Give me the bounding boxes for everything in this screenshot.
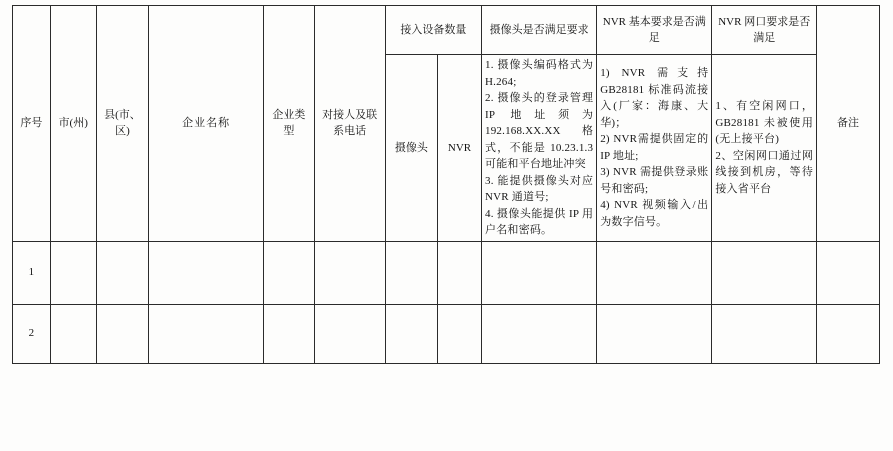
row-contact[interactable] bbox=[314, 304, 385, 363]
row-nvr-basic-req[interactable] bbox=[597, 241, 712, 304]
camera-req-item-1: 1. 摄像头编码格式为 H.264; bbox=[485, 59, 594, 88]
header-note: 备注 bbox=[817, 6, 880, 242]
requirements-table bbox=[12, 5, 880, 364]
header-nvr: NVR bbox=[438, 55, 482, 242]
nvr-basic-req-item-4: 4) NVR 视频输入/出为数字信号。 bbox=[600, 199, 709, 228]
row-nvr-count[interactable] bbox=[438, 241, 482, 304]
row-seq: 1 bbox=[13, 241, 51, 304]
camera-req-item-2: 2. 摄像头的登录管理 IP 地址须为 192.168.XX.XX 格式，不能是 10.23.1.3 可能和平台地址冲突 bbox=[485, 92, 594, 170]
header-enterprise-type: 企业类型 bbox=[264, 6, 314, 242]
header-county: 县(市、区) bbox=[96, 6, 148, 242]
row-enterprise-name[interactable] bbox=[149, 241, 264, 304]
row-nvr-count[interactable] bbox=[438, 304, 482, 363]
row-seq: 2 bbox=[13, 304, 51, 363]
header-camera: 摄像头 bbox=[385, 55, 437, 242]
row-camera-req[interactable] bbox=[482, 241, 597, 304]
nvr-port-req-item-2: 2、空闲网口通过网线接到机房，等待接入省平台 bbox=[715, 149, 814, 195]
nvr-basic-req-item-1: 1) NVR 需支持 GB28181 标准码流接入(厂家：海康、大华)； bbox=[600, 67, 709, 129]
row-nvr-port-req[interactable] bbox=[712, 304, 817, 363]
nvr-port-req-item-1: 1、有空闲网口，GB28181 未被使用(无上接平台) bbox=[715, 100, 814, 146]
row-nvr-port-req[interactable] bbox=[712, 241, 817, 304]
camera-req-item-4: 4. 摄像头能提供 IP 用户名和密码。 bbox=[485, 207, 594, 236]
row-enterprise-type[interactable] bbox=[264, 241, 314, 304]
row-note[interactable] bbox=[817, 304, 880, 363]
header-device-count-group: 接入设备数量 bbox=[385, 6, 481, 55]
row-note[interactable] bbox=[817, 241, 880, 304]
header-enterprise-name: 企业名称 bbox=[149, 6, 264, 242]
camera-req-item-3: 3. 能提供摄像头对应 NVR 通道号; bbox=[485, 174, 594, 203]
row-camera-count[interactable] bbox=[385, 304, 437, 363]
header-seq: 序号 bbox=[13, 6, 51, 242]
row-contact[interactable] bbox=[314, 241, 385, 304]
header-nvr-basic-requirement: NVR 基本要求是否满足 bbox=[597, 6, 712, 55]
nvr-basic-requirement-text bbox=[597, 55, 712, 242]
row-city[interactable] bbox=[50, 241, 96, 304]
row-nvr-basic-req[interactable] bbox=[597, 304, 712, 363]
nvr-port-requirement-text bbox=[712, 55, 817, 242]
nvr-basic-req-item-3: 3) NVR 需提供登录账号和密码; bbox=[600, 166, 709, 195]
row-county[interactable] bbox=[96, 304, 148, 363]
row-enterprise-name[interactable] bbox=[149, 304, 264, 363]
header-camera-requirement: 摄像头是否满足要求 bbox=[482, 6, 597, 55]
row-camera-req[interactable] bbox=[482, 304, 597, 363]
row-city[interactable] bbox=[50, 304, 96, 363]
camera-requirement-text bbox=[482, 55, 597, 242]
header-contact: 对接人及联系电话 bbox=[314, 6, 385, 242]
table-row[interactable] bbox=[13, 304, 880, 363]
table-row[interactable] bbox=[13, 241, 880, 304]
row-county[interactable] bbox=[96, 241, 148, 304]
row-enterprise-type[interactable] bbox=[264, 304, 314, 363]
header-city: 市(州) bbox=[50, 6, 96, 242]
table-header-row-1 bbox=[13, 6, 880, 55]
nvr-basic-req-item-2: 2) NVR需提供固定的 IP 地址; bbox=[600, 133, 709, 162]
row-camera-count[interactable] bbox=[385, 241, 437, 304]
header-nvr-port-requirement: NVR 网口要求是否满足 bbox=[712, 6, 817, 55]
